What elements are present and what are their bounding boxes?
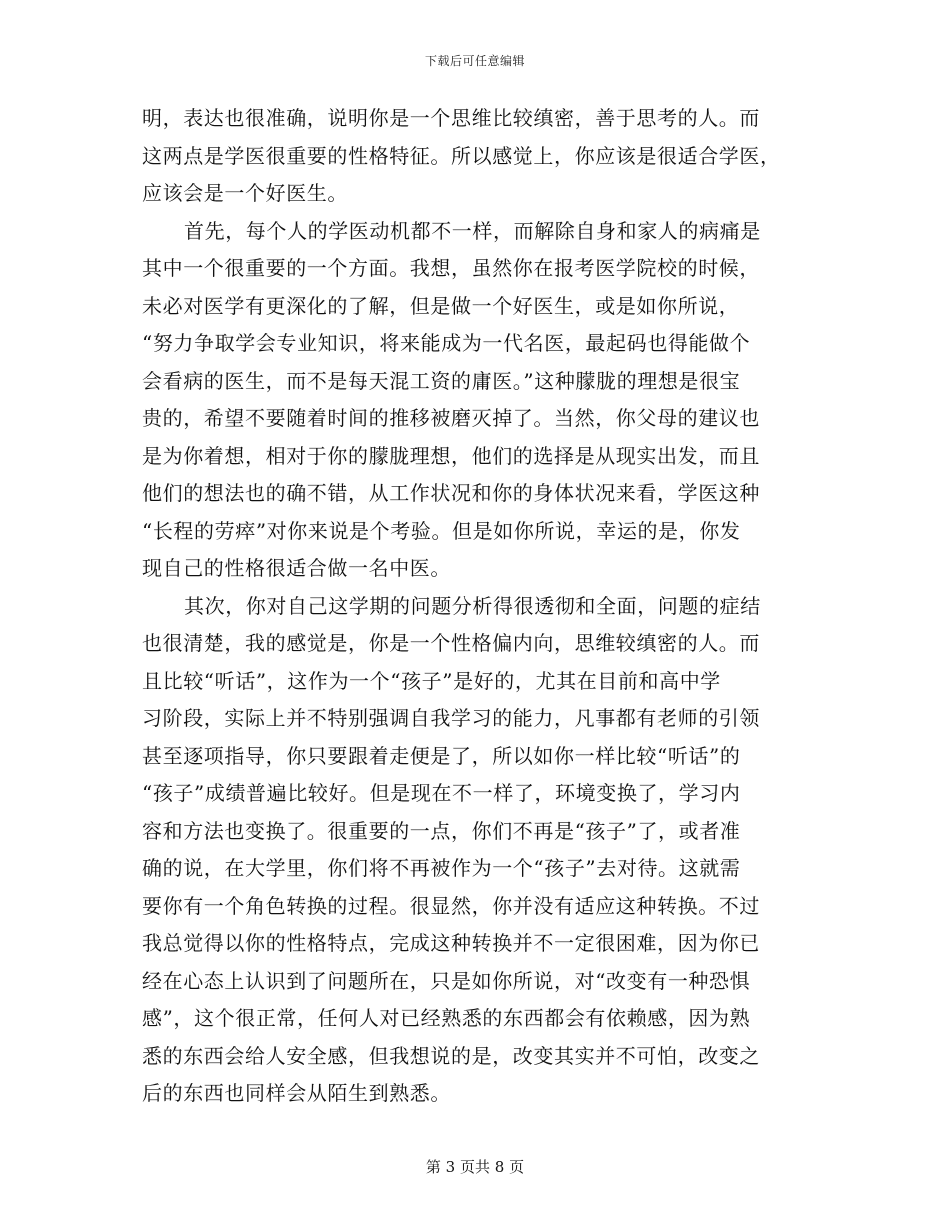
text-line: 应该会是一个好医生。 (142, 181, 348, 205)
text-line: 现自己的性格很适合做一名中医。 (142, 556, 451, 580)
text-line: 感”，这个很正常，任何人对已经熟悉的东西都会有依赖感，因为熟 (142, 1006, 751, 1030)
text-line: 也很清楚，我的感觉是，你是一个性格偏内向，思维较缜密的人。而 (142, 631, 760, 655)
text-line: 经在心态上认识到了问题所在，只是如你所说，对“改变有一种恐惧 (142, 968, 751, 993)
text-line: 会看病的医生，而不是每天混工资的庸医。”这种朦胧的理想是很宝 (142, 368, 741, 393)
text-line: “孩子”成绩普遍比较好。但是现在不一样了，环境变换了，学习内 (142, 781, 741, 805)
text-line: 贵的，希望不要随着时间的推移被磨灭掉了。当然，你父母的建议也 (142, 406, 760, 430)
text-line: 甚至逐项指导，你只要跟着走便是了，所以如你一样比较“听话”的 (142, 743, 741, 768)
text-line: “长程的劳瘁”对你来说是个考验。但是如你所说，幸运的是，你发 (142, 518, 741, 543)
text-line: 其中一个很重要的一个方面。我想，虽然你在报考医学院校的时候， (142, 256, 760, 280)
text-line: 习阶段，实际上并不特别强调自我学习的能力，凡事都有老师的引领 (142, 706, 760, 730)
text-line: 明，表达也很准确，说明你是一个思维比较缜密，善于思考的人。而 (142, 106, 760, 130)
text-line: 悉的东西会给人安全感，但我想说的是，改变其实并不可怕，改变之 (142, 1043, 760, 1068)
text-line: “努力争取学会专业知识，将来能成为一代名医，最起码也得能做个 (142, 331, 751, 355)
page-header: 下载后可任意编辑 (424, 54, 525, 68)
text-line: 且比较“听话”，这作为一个“孩子”是好的，尤其在目前和高中学 (142, 668, 721, 693)
text-line: 未必对医学有更深化的了解，但是做一个好医生，或是如你所说， (142, 293, 740, 318)
page-number-footer: 第 3 页共 8 页 (425, 1158, 525, 1176)
text-line: 是为你着想，相对于你的朦胧理想，他们的选择是从现实出发，而且 (142, 443, 760, 468)
text-line: 要你有一个角色转换的过程。很显然，你并没有适应这种转换。不过 (142, 893, 760, 918)
text-line: 我总觉得以你的性格特点，完成这种转换并不一定很困难，因为你已 (142, 931, 760, 955)
text-line: 确的说，在大学里，你们将不再被作为一个“孩子”去对待。这就需 (142, 856, 741, 880)
text-line: 容和方法也变换了。很重要的一点，你们不再是“孩子”了，或者准 (142, 818, 741, 843)
text-line: 后的东西也同样会从陌生到熟悉。 (142, 1081, 451, 1105)
text-line: 这两点是学医很重要的性格特征。所以感觉上，你应该是很适合学医， (142, 143, 781, 168)
text-line: 其次，你对自己这学期的问题分析得很透彻和全面，问题的症结 (184, 593, 761, 618)
text-line: 首先，每个人的学医动机都不一样，而解除自身和家人的病痛是 (184, 218, 761, 243)
text-line: 他们的想法也的确不错，从工作状况和你的身体状况来看，学医这种 (142, 481, 760, 505)
document-body (142, 100, 814, 1113)
